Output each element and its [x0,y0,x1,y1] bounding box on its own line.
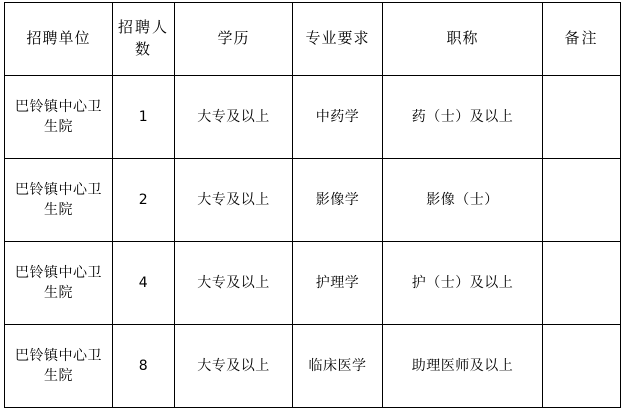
table-body [5,76,621,408]
cell-education: 大专及以上 [175,325,293,408]
cell-major: 临床医学 [293,325,383,408]
cell-remark [543,242,621,325]
cell-major: 影像学 [293,159,383,242]
column-header-number: 招聘人数 [113,3,175,76]
cell-education: 大专及以上 [175,76,293,159]
table-row [5,325,621,408]
cell-unit: 巴铃镇中心卫生院 [5,159,113,242]
cell-unit: 巴铃镇中心卫生院 [5,76,113,159]
cell-number: 8 [113,325,175,408]
cell-major: 中药学 [293,76,383,159]
cell-education: 大专及以上 [175,242,293,325]
cell-number: 2 [113,159,175,242]
cell-title: 药（士）及以上 [383,76,543,159]
recruitment-table [4,2,621,408]
cell-remark [543,76,621,159]
column-header-major: 专业要求 [293,3,383,76]
cell-title: 影像（士） [383,159,543,242]
cell-unit: 巴铃镇中心卫生院 [5,325,113,408]
cell-remark [543,325,621,408]
cell-remark [543,159,621,242]
cell-unit: 巴铃镇中心卫生院 [5,242,113,325]
cell-number: 4 [113,242,175,325]
table-row [5,76,621,159]
header-row [5,3,621,76]
cell-education: 大专及以上 [175,159,293,242]
document-page [0,2,630,412]
table-header [5,3,621,76]
column-header-remark: 备注 [543,3,621,76]
cell-number: 1 [113,76,175,159]
cell-major: 护理学 [293,242,383,325]
column-header-education: 学历 [175,3,293,76]
cell-title: 护（士）及以上 [383,242,543,325]
table-row [5,242,621,325]
column-header-unit: 招聘单位 [5,3,113,76]
table-row [5,159,621,242]
cell-title: 助理医师及以上 [383,325,543,408]
column-header-title: 职称 [383,3,543,76]
